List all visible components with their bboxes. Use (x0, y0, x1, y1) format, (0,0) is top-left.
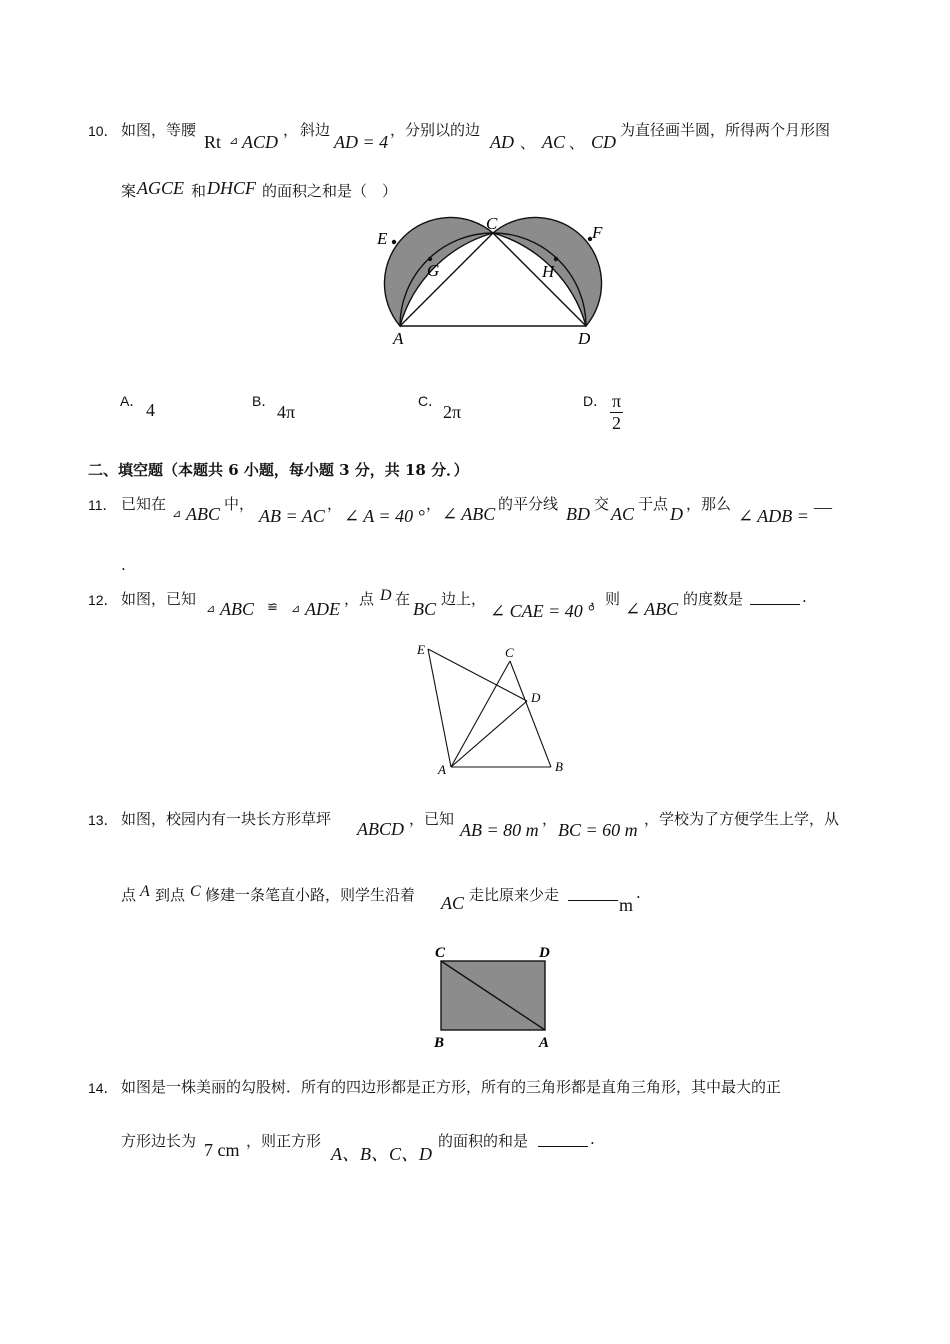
segment-ad (451, 701, 527, 767)
q10-option-d-label: D． (583, 393, 608, 409)
q10-text-2: 斜边 (300, 121, 331, 139)
q14-text-2: 方形边长为 (121, 1132, 197, 1150)
q12-text-2: ，点 (344, 590, 375, 608)
q12-text-1: 如图，已知 (121, 590, 197, 608)
q14-text-1: 如图是一株美丽的勾股树．所有的四边形都是正方形，所有的三角形都是直角三角形，其中最大的正 (121, 1078, 782, 1096)
q12-answer-blank[interactable] (750, 588, 800, 605)
q10-text-5: 案 (121, 182, 137, 200)
q14-number: 14． (88, 1080, 118, 1096)
label-f: F (592, 223, 603, 242)
q13-ac: AC (441, 893, 465, 913)
label-d: D (531, 690, 541, 705)
q11-text-3: ，那么 (686, 495, 732, 513)
segment-cb (510, 661, 551, 767)
q11-d: D (670, 504, 683, 524)
label-c: C (435, 945, 446, 961)
q12-period: . (802, 588, 807, 606)
q11-angle-abc: ∠ ABC (442, 504, 496, 524)
label-h: H (542, 262, 555, 281)
q10-text-1: 如图，等腰 (121, 121, 197, 139)
q13-text-5: 到点 (155, 886, 186, 904)
q12-triangle-figure (410, 638, 580, 778)
q10-sep-1: 、 (520, 134, 536, 152)
label-g: G (427, 261, 440, 280)
q10-option-c-label: C． (418, 393, 443, 409)
q12-number: 12． (88, 592, 118, 608)
q13-text-7: 走比原来少走 (469, 886, 560, 904)
q11-triangle-symbol: ⊿ (172, 507, 182, 520)
q12-angle-abc: ∠ ABC (625, 599, 679, 619)
q11-angle-adb: ∠ ADB = (738, 506, 809, 526)
q11-comma-2: ， (426, 495, 442, 513)
q13-number: 13． (88, 812, 118, 828)
q12-congruent-symbol: ≌ (267, 600, 278, 615)
q11-comma-1: ， (327, 495, 343, 513)
q10-option-d-denominator: 2 (612, 413, 622, 433)
label-d: D (539, 945, 550, 961)
q10-acd: ACD (242, 132, 278, 152)
q13-ab-length: AB = 80 m (460, 820, 539, 840)
q11-text-2: 的平分线 (498, 495, 559, 513)
q11-yudian: 于点 (638, 495, 669, 513)
q11-number: 11． (88, 497, 117, 513)
q13-period: . (636, 884, 641, 902)
q10-dhcf: DHCF (207, 178, 256, 198)
segment-ae (428, 649, 451, 767)
label-b: B (434, 1035, 445, 1051)
q13-text-1: 如图，校园内有一块长方形草坪 (121, 810, 332, 828)
q10-option-a-label: A． (120, 393, 144, 409)
q12-ade: ADE (305, 599, 340, 619)
q10-rt: Rt (204, 132, 222, 152)
q13-point-c: C (190, 883, 201, 900)
q12-text-5: 的度数是 (683, 590, 744, 608)
q12-text-4: ，则 (590, 590, 621, 608)
q10-and: 和 (191, 182, 207, 200)
q10-option-d-fraction (610, 391, 623, 434)
q12-triangle-symbol-1: ⊿ (206, 602, 216, 615)
q11-zhong: 中， (224, 495, 255, 513)
q12-angle-cae: ∠ CAE = 40 ° (490, 601, 595, 621)
q12-zai: 在 (395, 590, 411, 608)
label-e: E (417, 642, 425, 657)
q13-comma: ， (542, 810, 558, 828)
q11-angle-a: ∠ A = 40 ° (344, 506, 425, 526)
q10-number: 10． (88, 123, 118, 139)
q10-text-3: ，分别以的边 (390, 121, 481, 139)
q11-ab-equals-ac: AB = AC (259, 506, 325, 526)
label-c: C (486, 214, 498, 233)
q10-option-b-label: B． (252, 393, 276, 409)
label-c: C (505, 645, 514, 660)
q10-agce: AGCE (137, 178, 184, 198)
q10-triangle-symbol: ⊿ (229, 134, 239, 147)
q12-triangle-symbol-2: ⊿ (291, 602, 301, 615)
q14-squares-abcd: A、B、C、D (331, 1144, 432, 1164)
q10-option-c-value: 2π (443, 402, 462, 422)
q11-answer-dash: — (814, 497, 832, 517)
q11-period: . (121, 556, 126, 574)
q14-text-3: ，则正方形 (246, 1132, 322, 1150)
q14-period: . (590, 1130, 595, 1148)
q13-text-2: ，已知 (409, 810, 455, 828)
q11-abc: ABC (186, 504, 220, 524)
q10-ac: AC (542, 132, 566, 152)
q10-option-b-value: 4π (277, 402, 296, 422)
q13-rectangle-figure (425, 938, 560, 1053)
q10-sep-2: 、 (569, 134, 585, 152)
q10-text-4: 为直径画半圆，所得两个月形图 (620, 121, 831, 139)
q10-ad-equals-4: AD = 4 (334, 132, 389, 152)
q13-text-4: 点 (121, 886, 137, 904)
q13-text-6: 修建一条笔直小路，则学生沿着 (205, 886, 416, 904)
label-e: E (377, 229, 388, 248)
q13-point-a: A (140, 883, 150, 900)
q13-text-3: ，学校为了方便学生上学，从 (644, 810, 840, 828)
label-d: D (578, 329, 591, 348)
label-a: A (539, 1035, 550, 1051)
q11-text-1: 已知在 (121, 495, 167, 513)
q10-text-6: 的面积之和是（ ） (262, 182, 398, 200)
q12-d: D (380, 587, 392, 604)
q12-abc: ABC (220, 599, 254, 619)
point-h (554, 257, 558, 261)
q11-ac: AC (611, 504, 635, 524)
q14-side-length: 7 cm (204, 1140, 240, 1160)
q11-jiao: 交 (594, 495, 610, 513)
q14-text-4: 的面积的和是 (438, 1132, 529, 1150)
label-a: A (438, 762, 446, 777)
q12-bc: BC (413, 599, 437, 619)
q10-lune-figure (370, 205, 620, 355)
q10-ad: AD (490, 132, 514, 152)
q10-comma-1: ， (283, 121, 299, 139)
q13-bc-length: BC = 60 m (558, 820, 638, 840)
q10-cd: CD (591, 132, 617, 152)
q14-answer-blank[interactable] (538, 1130, 588, 1147)
q13-abcd: ABCD (357, 819, 404, 839)
label-a: A (393, 329, 404, 348)
point-e (392, 240, 396, 244)
q10-option-a-value: 4 (146, 400, 155, 420)
q11-bd: BD (566, 504, 590, 524)
q12-text-3: 边上， (441, 590, 487, 608)
q10-option-d-numerator: π (612, 391, 622, 411)
q13-answer-blank[interactable] (568, 884, 618, 901)
q13-unit: m (619, 895, 634, 915)
label-b: B (555, 759, 563, 774)
section-2-heading: 二、填空题（本题共 6 小题，每小题 3 分，共 18 分．） (88, 461, 469, 479)
